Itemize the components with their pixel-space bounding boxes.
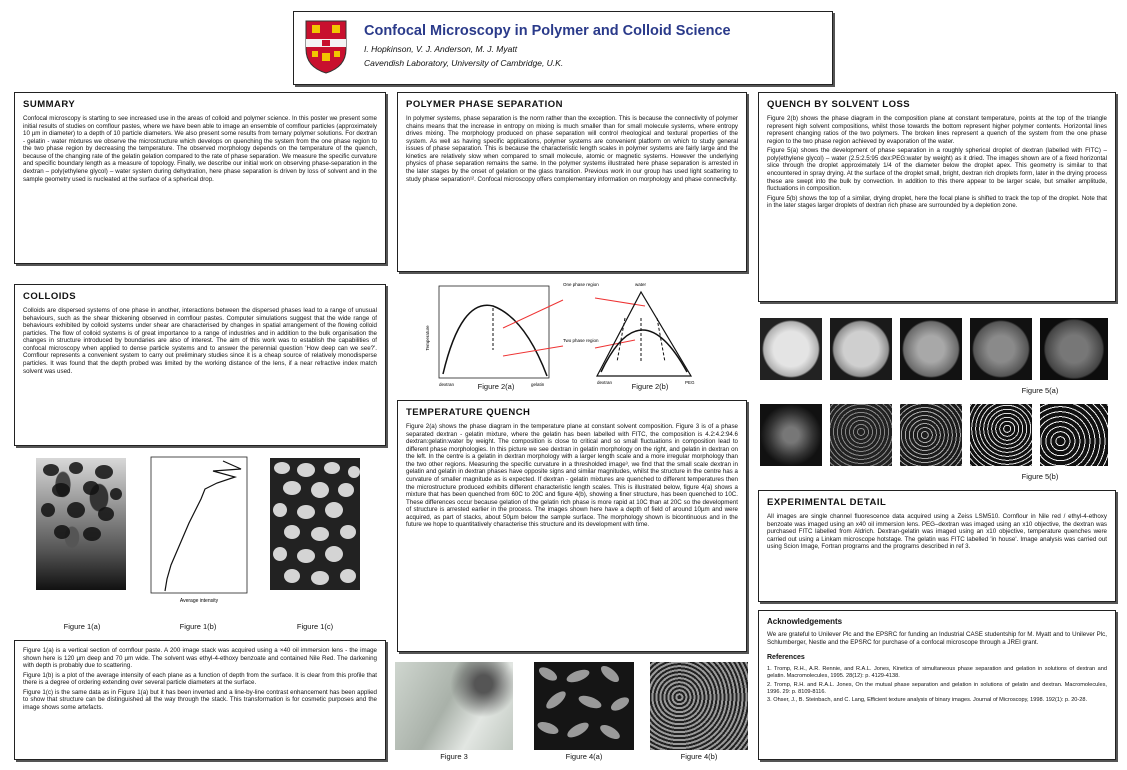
figure-2a-xleft: dextran <box>439 382 455 387</box>
figure-5a-image-1 <box>760 318 822 380</box>
figure-1c-caption: Figure 1(c) <box>296 622 334 631</box>
figure-4a-texture <box>534 662 634 750</box>
university-crest-icon <box>304 19 348 75</box>
figure-2b-right: PEG <box>685 380 695 385</box>
summary-section <box>14 92 386 264</box>
poster-authors: I. Hopkinson, V. J. Anderson, M. J. Myatt <box>364 44 518 54</box>
summary-heading: SUMMARY <box>23 99 76 110</box>
colloids-section <box>14 284 386 446</box>
poster-title: Confocal Microscopy in Polymer and Colloid Science <box>364 23 731 39</box>
figure-2a-xright: gelatin <box>531 382 545 387</box>
particle-texture <box>36 458 126 590</box>
reference-2: 2. Tromp, R.H. and R.A.L. Jones, On the mutual phase separation and gelation in solutions of gelatin and dextran. Macromolecules, 1996. 29: p. 8109-8116. <box>767 681 1107 695</box>
polymer-section <box>397 92 747 272</box>
figure-1a-caption: Figure 1(a) <box>63 622 101 631</box>
quench-section <box>758 92 1116 302</box>
poster-affiliation: Cavendish Laboratory, University of Cambridge, U.K. <box>364 58 564 68</box>
one-phase-label: One phase region <box>563 282 599 287</box>
polymer-heading: POLYMER PHASE SEPARATION <box>406 99 563 110</box>
poster-header <box>293 11 833 85</box>
figure-5a-image-5 <box>1040 318 1108 380</box>
reference-1: 1. Tromp, R.H., A.R. Rennie, and R.A.L. Jones, Kinetics of simultaneous phase separation and gelation in solutions of dextran and gelatin. Macromolecules, 1995. 28(12): p. 4129-4138. <box>767 666 1107 679</box>
figure-1b-plot <box>143 455 251 605</box>
colloids-heading: COLLOIDS <box>23 291 77 302</box>
figure-4b-caption: Figure 4(b) <box>680 752 718 761</box>
figure-1c-text: Figure 1(c) is the same data as in Figure 1(a) but it has been inverted and a line-by-line contrast enhancement has been applied to show that structure can be distinguished all the way through the stack. This transformation is for cosmetic purposes and the image shows some artefacts. <box>23 688 377 711</box>
figure-5b-caption: Figure 5(b) <box>1021 472 1059 481</box>
references-heading: References <box>767 654 805 662</box>
ack-text: We are grateful to Unilever Plc and the EPSRC for funding an Industrial CASE studentship for M. Myatt and to Unilever Plc, Schlumberger, Nestle and the EPSRC for purchase of a confocal microscope through a JREI grant. <box>767 631 1107 646</box>
summary-text: Confocal microscopy is starting to see increased use in the areas of colloid and polymer science. In this poster we present some initial results of studies on comflour pastes, where we have been able to image an ensemble of comflour particles (approximately 10 µm in diameter) to a depth of 10 particle diameters. We also present some results from ternary polymer solutions. For dextran - gelatin - water mixtures we observe the microstructure which develops on quenching the system from the one phase region to the two phase region by decreasing the temperature. The observed morphology depends on the temperature of the quench, because of the changing rate of the gelatin gelation compared to the rate of phase separation. We measure the specific curvature and specific boundary length as a measure of topology. Finally, we describe our initial work on observing phase-separation in the dextran – poly(ethylene glycol) – water system during dehydration, here phase separation is driven by loss of solvent and in the sample geometry used is nucleated at the surface of a spherical drop. <box>23 115 377 183</box>
colloids-text: Colloids are dispersed systems of one phase in another, interactions between the dispersed phases lead to a range of unusual behaviours, such as the shear thickening observed in cornflour pastes. Computer simulations suggest that the wide range of behaviours exhibited by colloid systems under shear are characterised by changes in spatial arrangement of the flowing colloid particles. The flow of colloid systems is of great importance to a range of industries and in addition to the bulk organisation the changes in structure introduced by boundaries are also of interest. The aim of this work was to establish the capabilities of confocal microscopy when applied to dense particle systems and to answer the perennial question 'How deep can we see?'. Cornflour represents a convenient system to carry out preliminary studies since it is a cheap source of relatively monodisperse particles. It was found that the depth probed was limited by the working distance of the lens, if a near refractive index match solvent was used. <box>23 307 377 375</box>
figure-2b-left: dextran <box>597 380 613 385</box>
figure-5b-image-4 <box>970 404 1032 466</box>
figure-3-caption: Figure 3 <box>440 752 468 761</box>
ack-heading: Acknowledgements <box>767 617 843 626</box>
quench-text-1: Figure 2(b) shows the phase diagram in the composition plane at constant temperature, points at the top of the triangle represent high solvent compositions, whilst those towards the bottom represent higher polymer contents. Horizontal lines represent changing ratios of the two polymers. The broken lines represent a quench of the system from the one phase region to the two phase region achieved by evaporation of the water. <box>767 115 1107 145</box>
figure-2b-apex: water <box>635 282 647 287</box>
figure-5b-image-3 <box>900 404 962 466</box>
figure-5a-image-4 <box>970 318 1032 380</box>
figure-4a-image <box>534 662 634 750</box>
figure-5b-image-1 <box>760 404 822 466</box>
experimental-heading: EXPERIMENTAL DETAIL <box>767 497 887 508</box>
figure-1a-text: Figure 1(a) is a vertical section of cornflour paste. A 200 image stack was acquired using a ×40 oil immersion lens - the image shown here is 120 µm deep and 70 µm wide. The solvent was ethyl-4-ethoxy benzoate and contained Nile Red. The darkening with depth is probably due to scattering. <box>23 647 377 670</box>
figure-1-description <box>14 640 386 760</box>
figure-1c-image <box>270 458 360 590</box>
acknowledgements-section <box>758 610 1116 760</box>
figure-2a-ylabel: Temperature <box>425 325 430 351</box>
figure-1a-image <box>36 458 126 590</box>
quench-text-2: Figure 5(a) shows the development of phase separation in a roughly spherical droplet of dextran (labelled with FITC) – poly(ethylene glycol) – water (2.5:2.5:95 dex:PEG:water by weight) as it dried. The images shown are of a fixed horizontal slice through the droplet approximately 1/4 of the diameter below the droplet apex. This geometry is similar to that encountered in spray drying. At the surface of the droplet small, bright, dextran rich droplets form, later in the drying process these are swept into the bulk by convection. In addition to this there appear to be larger scale, but smaller amplitude, fluctuations in composition. <box>767 147 1107 193</box>
figure-5a-image-3 <box>900 318 962 380</box>
temperature-text: Figure 2(a) shows the phase diagram in the temperature plane at constant solvent composition. Figure 3 is of a phase separated dextran - gelatin mixture, where the gelatin has been labelled with FITC, the composition is 4.2:4.2:94.6 dextran:gelatin:water by weight. The composition is close to critical and so small fluctuations in composition lead to different phase morphologies. In this picture we see dextran in gelatin morphology on the right, and gelatin in dextran on the left. In the centre is a gelatin in dextran morphology with a larger length scale and a more irregular morphology than the two other regions. Measuring the specific curvature in a thresholded image³, we find that the small scale dextran in gelatin and gelatin in dextran phases have opposite signs and similar magnitudes, whilst the structure in the centre has a curvature of smaller magnitude as is expected. If dextran - gelatin mixtures are quenched to different temperatures then the microstructure produced exhibits different characteristic length scales. This is illustrated below, figure 4(a) shows a mixture that has been quenched from 60C to 20C and figure 4(b), showing a finer structure, has been quenched to 10C. These differences occur because gelation of the gelatin rich phase is more rapid at 10C than at 20C so the development of structure is arrested earlier in the process. The images shown here have a depth of field of around 10µm and were acquired, as part of stacks, about 50µm below the sample surface. The morphology shown is bicontinuous and in the future we hope to quantitatively characterise this structure and its development with time. <box>406 423 738 529</box>
quench-text-3: Figure 5(b) shows the top of a similar, drying droplet, here the focal plane is shifted to track the top of the droplet. Note that in the later stages larger droplets of dextran rich phase are surrounded by a depletion zone. <box>767 194 1107 210</box>
figure-2a-caption: Figure 2(a) <box>477 382 515 391</box>
figure-5b-image-2 <box>830 404 892 466</box>
figure-5b-image-5 <box>1040 404 1108 466</box>
figure-2-diagrams <box>395 278 745 398</box>
quench-heading: QUENCH BY SOLVENT LOSS <box>767 99 911 110</box>
figure-5a-caption: Figure 5(a) <box>1021 386 1059 395</box>
figure-2b-caption: Figure 2(b) <box>631 382 669 391</box>
two-phase-label: Two phase region <box>563 338 599 343</box>
figure-4a-caption: Figure 4(a) <box>565 752 603 761</box>
figure-1b-xlabel: Average intensity <box>179 598 219 604</box>
reference-3: 3. Ohser, J., B. Steinbach, and C. Lang, Efficient texture analysis of binary images. Journal of Microscopy, 1998. 192(1): p. 20-28. <box>767 697 1088 704</box>
experimental-section <box>758 490 1116 602</box>
polymer-text: In polymer systems, phase separation is the norm rather than the exception. This is because the connectivity of polymer chains means that the increase in entropy on mixing is much smaller than for small molecule systems, where entropy drives mixing. The morphology produced on phase separation will control rheological and textural properties of the system. As well as having specific applications, polymer systems are convenient platform on which to study general issues of phase separation. This is because the characteristic length scales in polymer systems are fairly large and the kinetics are relatively slow when compared to small molecule, atomic or magnetic systems. However the underlying physics of phase separation remains the same. In the polymer systems illustrated here phase separation is arrested in the later stages by the onset of gelation or the glass transition. Previous work in our group has used light scattering to study phase separation¹². Confocal microscopy offers complementary information on morphology and phase connectivity. <box>406 115 738 183</box>
figure-4b-image <box>650 662 748 750</box>
figure-1b-caption: Figure 1(b) <box>179 622 217 631</box>
figure-3-image <box>395 662 513 750</box>
figure-1b-text: Figure 1(b) is a plot of the average intensity of each plane as a function of depth from the surface. It is clear from this profile that there is a degree of ordering extending over several particle diameters at the surface. <box>23 671 377 687</box>
experimental-text: All images are single channel fluorescence data acquired using a Zeiss LSM510. Cornflour in Nile red / ethyl-4-ethoxy benzoate was imaged using an x40 oil immersion lens. PEG–dextran was imaged using an x10 objective, the dextran was purchased FITC labelled from Aldrich. Dextran-gelatin was imaged using an x10 objective, temperature quenches were carried out using a Linkam microscope hotstage. The gelatin was FITC labelled 'in house'. Image analysis was carried out using Scion Image, Fortran programs and the programs described in ref 3. <box>767 513 1107 551</box>
temperature-heading: TEMPERATURE QUENCH <box>406 407 531 418</box>
temperature-section <box>397 400 747 652</box>
figure-5a-image-2 <box>830 318 892 380</box>
figure-1c-texture <box>270 458 360 590</box>
